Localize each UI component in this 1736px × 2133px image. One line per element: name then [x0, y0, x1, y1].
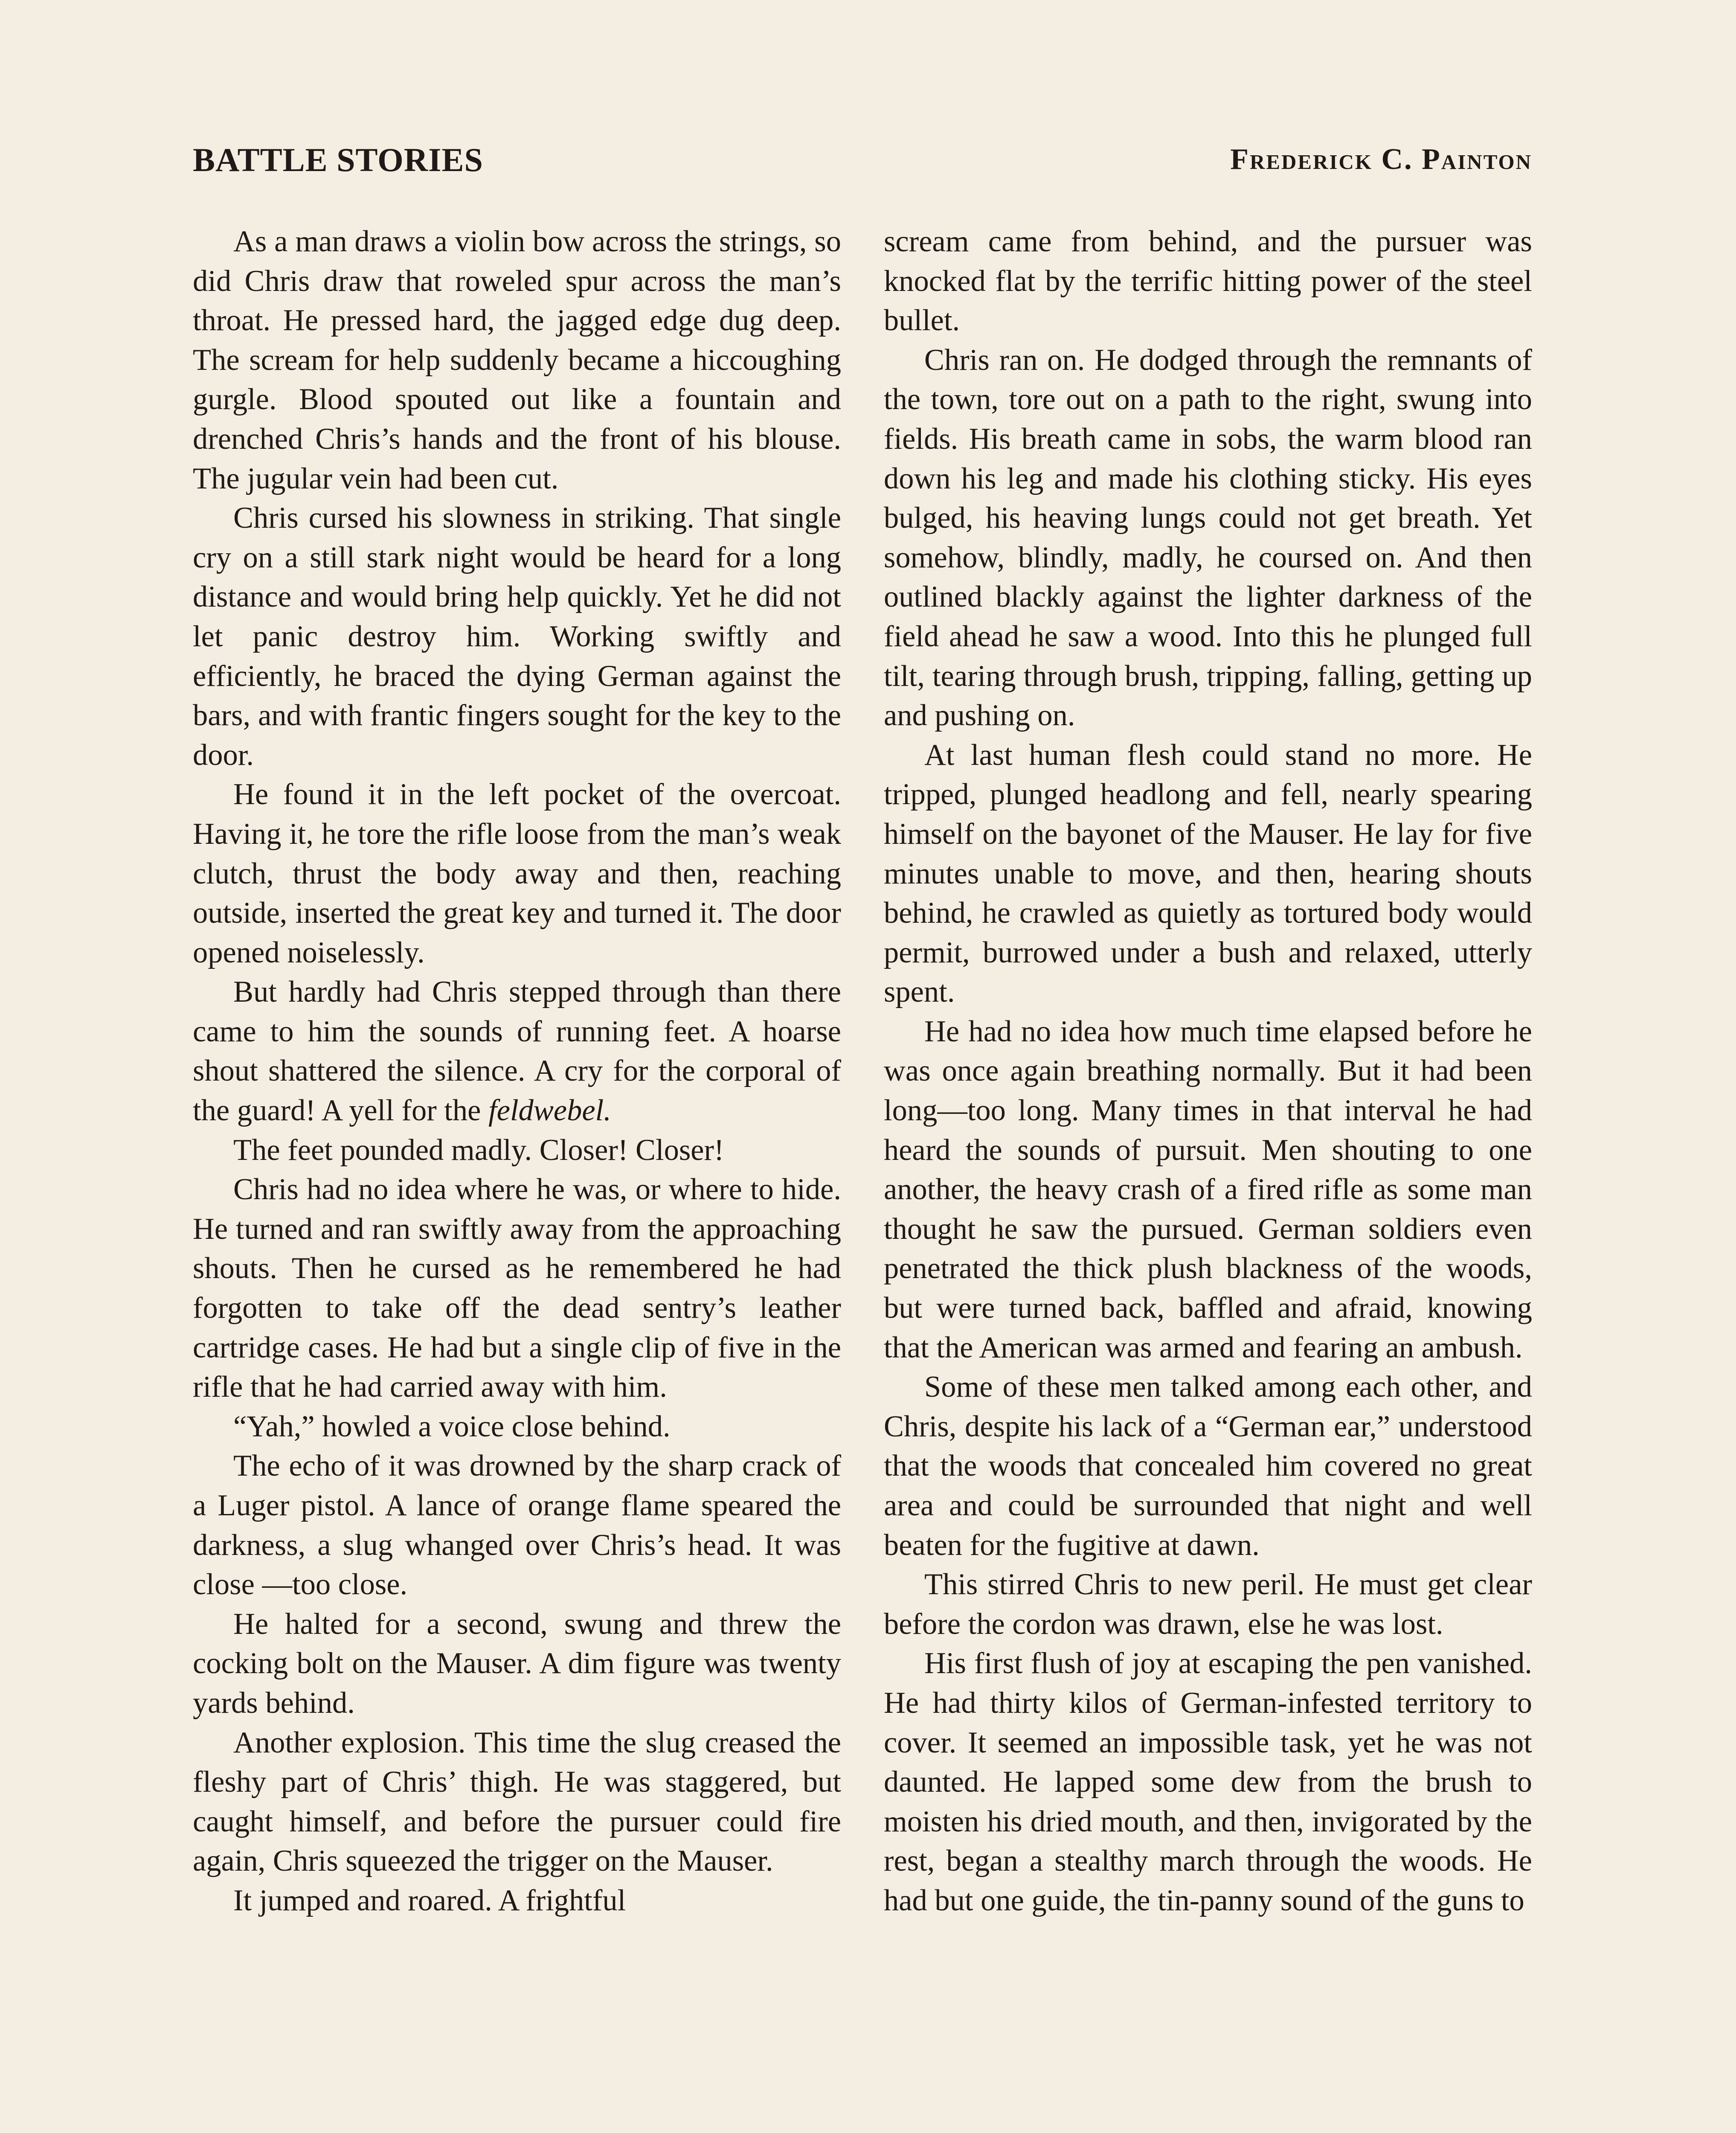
- paragraph: [193, 1881, 841, 1921]
- paragraph: [193, 1170, 841, 1407]
- paragraph: [193, 1446, 841, 1604]
- paragraph: [884, 1012, 1532, 1367]
- left-text-column: [193, 222, 841, 1921]
- right-text-column: [884, 222, 1532, 1921]
- paragraph-text: His first flush of joy at escaping the pen vanished. He had thirty kilos of German-infested territory to cover. It seemed an impossible task, yet he was not daunted. He lapped some dew from the brush to moisten his dried mouth, and then, invigorated by the rest, began a stealthy march through the woods. He had but one guide, the tin-panny sound of the guns to: [884, 1647, 1532, 1917]
- paragraph: [884, 222, 1532, 340]
- paragraph-text: It jumped and roared. A frightful: [233, 1883, 626, 1917]
- emphasized-word: feldwebel.: [488, 1094, 611, 1128]
- author-name: Frederick C. Painton: [1230, 143, 1532, 176]
- paragraph: [884, 340, 1532, 735]
- paragraph-text: Chris cursed his slowness in striking. That single cry on a still stark night would be heard for a long distance and would bring help quickly. Yet he did not let panic destroy him. Working swiftly and efficiently, he braced the dying German against the bars, and with frantic fingers sought for the key to the door.: [193, 501, 841, 772]
- paragraph: [193, 1130, 841, 1170]
- paragraph: [884, 1644, 1532, 1920]
- paragraph-text: Some of these men talked among each other, and Chris, despite his lack of a “German ear,” understood that the woods that concealed him covered no great area and could be surrounded that night and well beaten for the fugitive at dawn.: [884, 1370, 1532, 1562]
- paragraph: [193, 1407, 841, 1447]
- paragraph: [193, 1723, 841, 1881]
- paragraph-text: Chris had no idea where he was, or where to hide. He turned and ran swiftly away from the approaching shouts. Then he cursed as he remembered he had forgotten to take off the dead sentry’s leather cartridge cases. He had but a single clip of five in the rifle that he had carried away with him.: [193, 1173, 841, 1404]
- paragraph: [193, 972, 841, 1130]
- paragraph-text: He had no idea how much time elapsed before he was once again breathing normally. But it had been long—too long. Many times in that interval he had heard the sounds of pursuit. Men shouting to one another, the heavy crash of a fired rifle as some man thought he saw the pursued. German soldiers even penetrated the thick plush blackness of the woods, but were turned back, baffled and afraid, knowing that the American was armed and fearing an ambush.: [884, 1014, 1532, 1364]
- paragraph: [884, 735, 1532, 1012]
- paragraph: [193, 1604, 841, 1723]
- paragraph-text: “Yah,” howled a voice close behind.: [233, 1409, 671, 1443]
- paragraph: [884, 1565, 1532, 1644]
- paragraph-text: The feet pounded madly. Closer! Closer!: [233, 1133, 724, 1167]
- paragraph: [884, 1367, 1532, 1565]
- paragraph-text: scream came from behind, and the pursuer was knocked flat by the terrific hitting power of the steel bullet.: [884, 225, 1532, 337]
- paragraph-text: Chris ran on. He dodged through the remnants of the town, tore out on a path to the right, swung into fields. His breath came in sobs, the warm blood ran down his leg and made his clothing sticky. His eyes bulged, his heaving lungs could not get breath. Yet somehow, blindly, madly, he coursed on. And then outlined blackly against the lighter darkness of the field ahead he saw a wood. Into this he plunged full tilt, tearing through brush, tripping, falling, getting up and pushing on.: [884, 343, 1532, 732]
- paragraph: [193, 775, 841, 972]
- paragraph: [193, 498, 841, 775]
- magazine-title: BATTLE STORIES: [193, 141, 483, 178]
- paragraph-text: As a man draws a violin bow across the strings, so did Chris draw that roweled spur across the man’s throat. He pressed hard, the jagged edge dug deep. The scream for help suddenly became a hiccoughing gurgle. Blood spouted out like a fountain and drenched Chris’s hands and the front of his blouse. The jugular vein had been cut.: [193, 225, 841, 495]
- paragraph-text: Another explosion. This time the slug creased the fleshy part of Chris’ thigh. He was staggered, but caught himself, and before the pursuer could fire again, Chris squeezed the trigger on the Mauser.: [193, 1726, 841, 1878]
- paragraph: [193, 222, 841, 498]
- paragraph-text: But hardly had Chris stepped through than there came to him the sounds of running feet. A hoarse shout shattered the silence. A cry for the corporal of the guard! A yell for the: [193, 975, 841, 1128]
- paragraph-text: The echo of it was drowned by the sharp crack of a Luger pistol. A lance of orange flame speared the darkness, a slug whanged over Chris’s head. It was close —too close.: [193, 1449, 841, 1601]
- paragraph-text: This stirred Chris to new peril. He must get clear before the cordon was drawn, else he was lost.: [884, 1568, 1532, 1641]
- paragraph-text: He halted for a second, swung and threw the cocking bolt on the Mauser. A dim figure was twenty yards behind.: [193, 1607, 841, 1720]
- paragraph-text: At last human flesh could stand no more. He tripped, plunged headlong and fell, nearly spearing himself on the bayonet of the Mauser. He lay for five minutes unable to move, and then, hearing shouts behind, he crawled as quietly as tortured body would permit, burrowed under a bush and relaxed, utterly spent.: [884, 738, 1532, 1009]
- running-header: [193, 141, 1532, 188]
- paragraph-text: He found it in the left pocket of the overcoat. Having it, he tore the rifle loose from the man’s weak clutch, thrust the body away and then, reaching outside, inserted the great key and turned it. The door opened noiselessly.: [193, 778, 841, 969]
